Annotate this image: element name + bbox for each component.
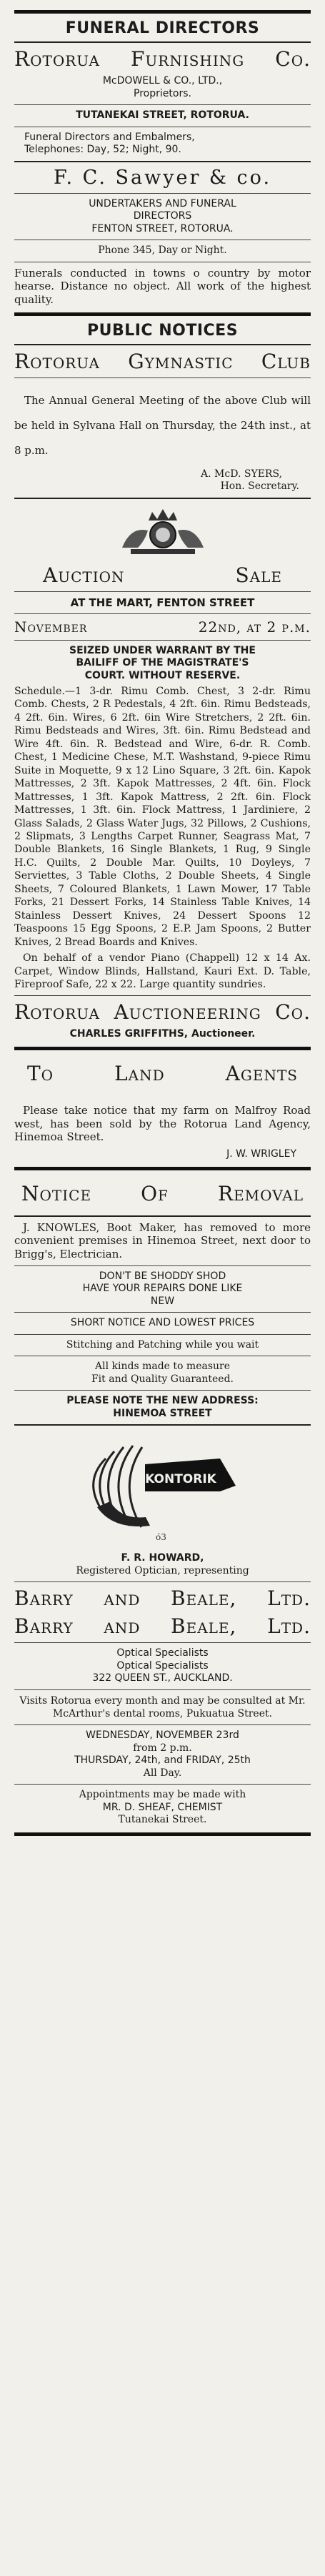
auction-sale-ad [14, 506, 311, 1041]
land-word-1: To [27, 1061, 54, 1085]
removal-word-3: Removal [217, 1181, 304, 1205]
divider [14, 498, 311, 499]
section-rule [14, 1047, 311, 1050]
divider [14, 640, 311, 641]
removal-line-7: Fit and Quality Guaranteed. [91, 1373, 234, 1385]
land-word-2: Land [114, 1061, 165, 1085]
optician-address: 322 QUEEN ST., AUCKLAND. [92, 1672, 233, 1684]
divider [14, 193, 311, 194]
removal-line-6: All kinds made to measure [95, 1361, 230, 1373]
kontorik-logo [14, 1430, 311, 1548]
optician-dates-4: All Day. [143, 1767, 182, 1779]
removal-word-2: Of [141, 1181, 169, 1205]
gym-word-3: Club [261, 349, 311, 373]
fcs-line-3: FENTON STREET, ROTORUA. [91, 222, 234, 235]
rfc-street: TUTANEKAI STREET, ROTORUA. [76, 109, 249, 121]
removal-line-2: HAVE YOUR REPAIRS DONE LIKE [82, 1283, 243, 1295]
land-word-3: Agents [225, 1061, 298, 1085]
fcs-title: F. C. Sawyer & co. [53, 166, 272, 189]
divider [14, 995, 311, 996]
gymnastic-club-ad [14, 350, 311, 493]
land-signature: J. W. WRIGLEY [226, 1148, 296, 1160]
svg-text:ó3: ó3 [155, 1532, 166, 1543]
removal-line-8: PLEASE NOTE THE NEW ADDRESS: [66, 1395, 259, 1407]
land-title [14, 1056, 311, 1091]
removal-body: J. KNOWLES, Boot Maker, has removed to more convenient premises in Hinemoa Street, next door to Brigg's, Electrician. [14, 1220, 311, 1261]
auction-word-2: Sale [235, 563, 282, 587]
top-rule [14, 10, 311, 14]
auction-head-2: BAILIFF OF THE MAGISTRATE'S [76, 657, 249, 668]
divider [14, 1784, 311, 1785]
removal-title [14, 1176, 311, 1211]
royal-crest-icon [14, 506, 311, 556]
notice-of-removal-ad [14, 1176, 311, 1421]
bb-word-3: Beale, [171, 1586, 237, 1611]
bb-word-3: Beale, [171, 1614, 237, 1639]
public-notices-heading: PUBLIC NOTICES [86, 321, 239, 340]
divider [14, 104, 311, 105]
gym-word-1: Rotorua [14, 349, 100, 373]
divider [14, 344, 311, 345]
rfc-word-2: Furnishing [130, 47, 245, 71]
bb-word-2: and [104, 1614, 141, 1639]
optician-spec-2: Optical Specialists [116, 1659, 209, 1672]
auction-schedule: Schedule.—1 3-dr. Rimu Comb. Chest, 3 2-dr. Rimu Comb. Chests, 2 R Pedestals, 4 2ft. 6in. Rimu Bedsteads, 4 2ft. 6in. Wires, 6 2ft. 6in Wire Stretchers, 2 2ft. 6in. Rimu Bedsteads and Wires, 3ft. 6in. Rimu Bedstead and Wire 4ft. 6in. R. Bedstead and Wire, 6-dr. R. Comb. Chest, 1 Medicine Chese, M.T. Washstand, 9-piece Rimu Suite in Moquette, 9 x 12 Lino Square, 3 2ft. 6in. Kapok Mattresses, 2 3ft. Kapok Mattresses, 2 4ft. 6in. Flock Mattresses, 1 3ft. Kapok Mattress, 2 2ft. 6in. Flock Mattresses, 1 3ft. 6in. Flock Mattress, 1 Jardiniere, 2 Glass Salads, 2 Glass Water Jugs, 32 Pillows, 2 Cushions, 2 Slipmats, 3 Lengths Carpet Runner, Seagrass Mat, 7 Double Blankets, 16 Single Blankets, 1 Rug, 9 Single H.C. Quilts, 2 Double Mar. Quilts, 10 Doyleys, 7 Serviettes, 3 Table Cloths, 2 Double Sheets, 4 Single Sheets, 7 Coloured Blankets, 1 Lawn Mower, 17 Table Forks, 21 Dessert Forks, 14 Stainless Table Knives, 14 Stainless Dessert Knives, 24 Dessert Spoons 12 Teaspoons 15 Egg Spoons, 2 E.P. Jam Spoons, 2 Butter Knives, 2 Bread Boards and Knives. [14, 686, 311, 948]
divider [14, 1581, 311, 1582]
divider [14, 591, 311, 592]
rfc-line-1: McDOWELL & CO., LTD., [102, 75, 223, 87]
removal-line-9: HINEMOA STREET [113, 1407, 212, 1419]
gym-word-2: Gymnastic [128, 349, 234, 373]
bb-word-4: Ltd. [267, 1586, 311, 1611]
divider [14, 1642, 311, 1643]
barry-beale-title-2 [14, 1614, 311, 1638]
barry-beale-title-1 [14, 1586, 311, 1610]
rac-word-3: Co. [275, 1000, 311, 1025]
optician-dates-1: WEDNESDAY, NOVEMBER 23rd [86, 1729, 239, 1742]
auction-place: AT THE MART, FENTON STREET [70, 596, 255, 609]
divider [14, 41, 311, 43]
auction-head-1: SEIZED UNDER WARRANT BY THE [69, 644, 256, 656]
bb-word-1: Barry [14, 1614, 74, 1639]
bb-word-4: Ltd. [267, 1614, 311, 1639]
divider [14, 1312, 311, 1313]
divider [14, 1215, 311, 1217]
gym-title [14, 350, 311, 373]
auction-date [14, 618, 311, 636]
rotorua-furnishing-ad [14, 47, 311, 157]
auction-word-1: Auction [43, 563, 125, 587]
optician-appt-3: Tutanekai Street. [118, 1814, 207, 1826]
section-rule [14, 1167, 311, 1170]
gym-signature-1: A. McD. SYERS, [201, 468, 282, 480]
divider [14, 161, 311, 162]
rfc-word-1: Rotorua [14, 47, 100, 71]
auctioneer-line: CHARLES GRIFFITHS, Auctioneer. [69, 1028, 256, 1040]
divider [14, 1334, 311, 1335]
funeral-directors-heading: FUNERAL DIRECTORS [65, 19, 260, 37]
newspaper-column [14, 0, 311, 1836]
kontorik-logo-icon [56, 1430, 270, 1548]
auction-date-month: November [14, 618, 88, 636]
rfc-line-3: Funeral Directors and Embalmers, [24, 131, 195, 143]
optician-appt-2: MR. D. SHEAF, CHEMIST [102, 1801, 223, 1813]
removal-line-5: Stitching and Patching while you wait [66, 1338, 259, 1351]
optician-ad [14, 1430, 311, 1826]
rfc-word-3: Co. [275, 47, 311, 71]
removal-line-1: DON'T BE SHODDY SHOD [99, 1270, 226, 1282]
rac-word-2: Auctioneering [114, 1000, 261, 1025]
rac-title [14, 1000, 311, 1024]
fcs-line-2: DIRECTORS [133, 210, 192, 222]
optician-visits: Visits Rotorua every month and may be consulted at Mr. McArthur's dental rooms, Pukuatua Street. [19, 1694, 306, 1720]
divider [14, 1689, 311, 1690]
land-body: Please take notice that my farm on Malfroy Road west, has been sold by the Rotorua Land Agency, Hinemoa Street. [14, 1103, 311, 1144]
optician-dates-3: THURSDAY, 24th, and FRIDAY, 25th [74, 1755, 251, 1767]
bb-word-2: and [104, 1586, 141, 1611]
gym-signature-2: Hon. Secretary. [220, 480, 299, 492]
rac-word-1: Rotorua [14, 1000, 100, 1025]
divider [14, 1724, 311, 1725]
gym-body: The Annual General Meeting of the above Club will be held in Sylvana Hall on Thursday, the 24th inst., at 8 p.m. [14, 393, 311, 458]
divider [14, 1424, 311, 1426]
optician-appt-1: Appointments may be made with [79, 1789, 246, 1801]
auction-title [14, 563, 311, 587]
fcs-line-1: UNDERTAKERS AND FUNERAL [89, 197, 236, 209]
rfc-line-4: Telephones: Day, 52; Night, 90. [24, 144, 181, 155]
auction-date-time: 22nd, at 2 p.m. [198, 618, 311, 636]
fcs-phone: Phone 345, Day or Night. [98, 245, 227, 256]
svg-text:KONTORIK: KONTORIK [144, 1472, 216, 1487]
divider [14, 613, 311, 614]
removal-word-1: Notice [21, 1181, 92, 1205]
auction-head-3: COURT. WITHOUT RESERVE. [84, 669, 241, 681]
divider [14, 377, 311, 378]
bottom-rule [14, 1832, 311, 1836]
fcs-body: Funerals conducted in towns o country by motor hearse. Distance no object. All work of the highest quality. [14, 266, 311, 306]
optician-dates-2: from 2 p.m. [133, 1742, 192, 1754]
optician-name: F. R. HOWARD, [121, 1552, 204, 1564]
bb-word-1: Barry [14, 1586, 74, 1611]
optician-role: Registered Optician, representing [76, 1564, 249, 1576]
divider [14, 1265, 311, 1266]
removal-line-4: SHORT NOTICE AND LOWEST PRICES [70, 1317, 255, 1329]
rfc-title [14, 47, 311, 71]
divider [14, 1390, 311, 1391]
rfc-line-2: Proprietors. [134, 87, 191, 99]
section-rule [14, 312, 311, 316]
removal-line-3: NEW [150, 1295, 175, 1307]
auction-vendor: On behalf of a vendor Piano (Chappell) 12 x 14 Ax. Carpet, Window Blinds, Hallstand, Kauri Ext. D. Table, Fireproof Safe, 22 x 22. Large quantity sundries. [14, 952, 311, 990]
land-agents-ad [14, 1056, 311, 1161]
optician-spec-1: Optical Specialists [116, 1647, 209, 1659]
fc-sawyer-ad [14, 167, 311, 307]
